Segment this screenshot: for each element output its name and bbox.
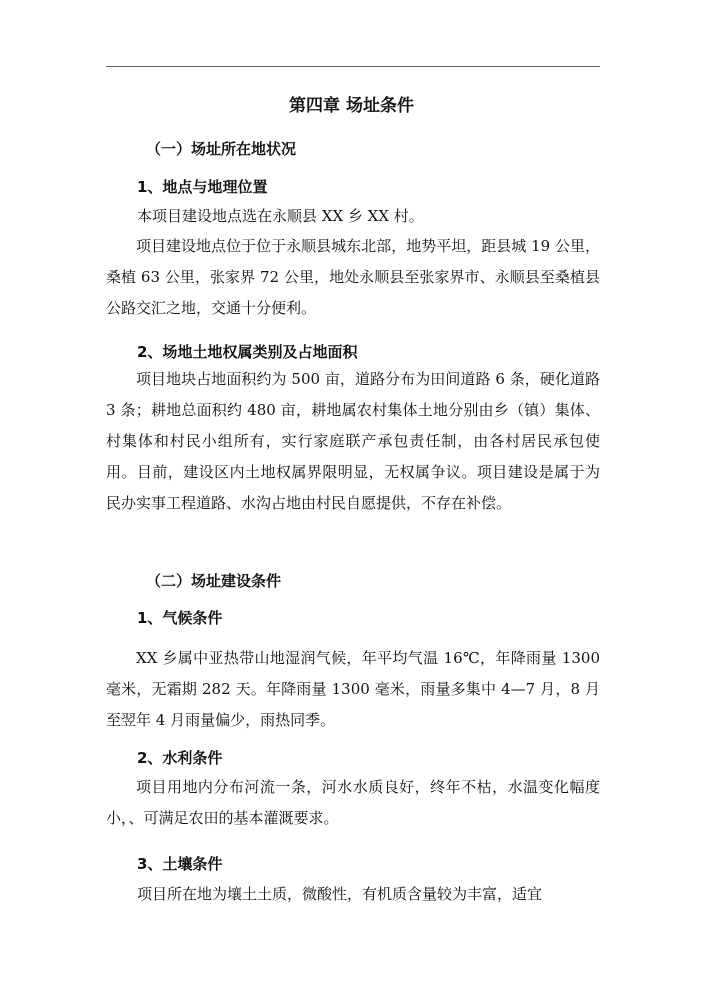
- chapter-title: 第四章 场址条件: [289, 96, 414, 116]
- section-heading-construction-conditions: （二）场址建设条件: [146, 572, 282, 590]
- paragraph-land-ownership: 项目地块占地面积约为 500 亩，道路分布为田间道路 6 条，硬化道路 3 条；耕地总面积约 480 亩，耕地属农村集体土地分别由乡（镇）集体、村集体和村民小组所有，实行家庭联产承包责任制，由各村居民承包使用。目前，建设区内土地权属界限明显，无权属争议。项目建设是属于为民办实事工程道路、水沟占地由村民自愿提供，不存在补偿。: [106, 370, 600, 512]
- paragraph-location-1: 本项目建设地点选在永顺县 XX 乡 XX 村。: [137, 207, 424, 225]
- section-heading-site-status: （一）场址所在地状况: [146, 140, 297, 158]
- subheading-soil: 3、土壤条件: [137, 855, 223, 873]
- header-rule: [106, 66, 600, 67]
- paragraph-climate: XX 乡属中亚热带山地湿润气候，年平均气温 16℃，年降雨量 1300 毫米，无霜期 282 天。年降雨量 1300 毫米，雨量多集中 4—7 月，8 月至翌年 4 月雨量偏少，雨热同季。: [106, 649, 600, 729]
- paragraph-location-2: 项目建设地点位于位于永顺县城东北部，地势平坦，距县城 19 公里，桑植 63 公里，张家界 72 公里，地处永顺县至张家界市、永顺县至桑植县公路交汇之地，交通十分便利。: [106, 237, 600, 317]
- paragraph-water: 项目用地内分布河流一条，河水水质良好，终年不枯，水温变化幅度小，、可满足农田的基本灌溉要求。: [106, 778, 600, 827]
- subheading-land-ownership: 2、场地土地权属类别及占地面积: [137, 343, 358, 361]
- paragraph-soil: 项目所在地为壤土土质，微酸性，有机质含量较为丰富，适宜: [137, 885, 543, 903]
- subheading-climate: 1、气候条件: [137, 609, 223, 627]
- subheading-water: 2、水利条件: [137, 749, 223, 767]
- subheading-location: 1、地点与地理位置: [137, 178, 268, 196]
